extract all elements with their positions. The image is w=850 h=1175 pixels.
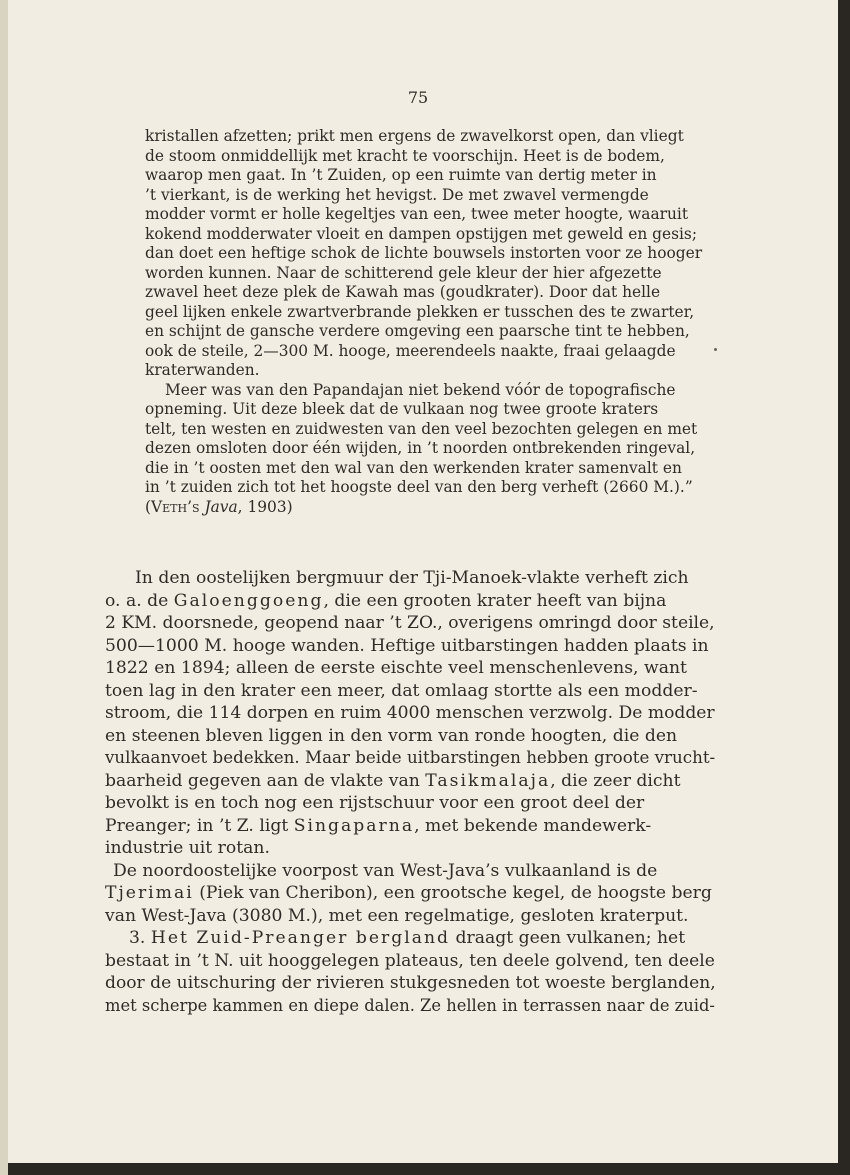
text-line: opneming. Uit deze bleek dat de vulkaan nog twee groote kraters — [145, 400, 659, 418]
page-left-edge — [0, 0, 8, 1175]
text-line: stroom, die 114 dorpen en ruim 4000 menschen verzwolg. De modder — [105, 703, 715, 723]
citation-author: Veth’s — [151, 497, 200, 516]
text-line: in ’t zuiden zich tot het hoogste deel van den berg verheft (2660 M.).” — [145, 478, 693, 496]
text-line: 1822 en 1894; alleen de eerste eischte veel menschenlevens, want — [105, 658, 687, 678]
text-line: en schijnt de gansche verdere omgeving een paarsche tint te hebben, — [145, 322, 690, 340]
text-line: geel lijken enkele zwartverbrande plekken er tusschen des te zwarter, — [145, 302, 695, 321]
text-line — [105, 770, 715, 793]
text-line: toen lag in den krater een meer, dat omlaag stortte als een modder- — [105, 680, 698, 701]
text-span: 3. — [129, 928, 151, 948]
citation — [145, 498, 715, 518]
text-line: kokend modderwater vloeit en dampen opstijgen met geweld en gesis; — [145, 224, 698, 243]
quoted-passage — [145, 127, 715, 517]
text-line: vulkaanvoet bedekken. Maar beide uitbarstingen hebben groote vrucht- — [105, 748, 716, 767]
book-page — [8, 0, 838, 1163]
place-name: Singaparna — [293, 815, 415, 836]
text-span: o. a. de — [105, 590, 174, 611]
text-line: bevolkt is en toch nog een rijstschuur voor een groot deel der — [105, 793, 645, 813]
text-line: ook de steile, 2—300 M. hooge, meerendeels naakte, fraai gelaagde — [145, 341, 676, 360]
text-span: , die zeer dicht — [550, 770, 681, 791]
text-line: In den oostelijken bergmuur der Tji-Manoek-vlakte verheft zich — [135, 568, 689, 588]
text-line: door de uitschuring der rivieren stukgesneden tot woeste berglanden, — [105, 973, 716, 993]
text-span: baarheid gegeven aan de vlakte van — [105, 770, 426, 791]
text-line — [105, 590, 715, 613]
text-line: zwavel heet deze plek de Kawah mas (goudkrater). Door dat helle — [145, 283, 661, 301]
text-line — [105, 927, 715, 950]
text-span: , die een grooten krater heeft van bijna — [323, 590, 667, 611]
text-line — [105, 882, 715, 905]
text-line: kraterwanden. — [145, 361, 260, 379]
text-line: ’t vierkant, is de werking het hevigst. De met zwavel vermengde — [145, 185, 649, 204]
page-number: 75 — [407, 88, 429, 107]
text-span: Preanger; in ’t Z. ligt — [105, 815, 294, 836]
text-line: en steenen bleven liggen in den vorm van ronde hoogten, die den — [105, 725, 678, 746]
text-line: kristallen afzetten; prikt men ergens de zwavelkorst open, dan vliegt — [145, 127, 684, 145]
place-name: Tasikmalaja — [425, 770, 551, 791]
text-line: bestaat in ’t N. uit hooggelegen plateaus, ten deele golvend, ten deele — [105, 950, 715, 971]
text-line: De noordoostelijke voorpost van West-Java’s vulkaanland is de — [113, 860, 658, 881]
text-line: dan doet een heftige schok de lichte bouwsels instorten voor ze hooger — [145, 244, 703, 262]
text-line: de stoom onmiddellijk met kracht te voorschijn. Heet is de bodem, — [145, 146, 665, 165]
text-line: waarop men gaat. In ’t Zuiden, op een ruimte van dertig meter in — [145, 166, 657, 184]
section-heading: Het Zuid-Preanger bergland — [150, 928, 451, 948]
citation-open: ( — [145, 497, 152, 516]
text-line: 500—1000 M. hooge wanden. Heftige uitbarstingen hadden plaats in — [105, 635, 709, 656]
main-text — [105, 567, 715, 1017]
place-name: Tjerimai — [105, 883, 194, 903]
citation-year: , 1903) — [237, 497, 293, 516]
text-line: dezen omsloten door één wijden, in ’t noorden ontbrekenden ringeval, — [145, 439, 696, 457]
text-line: Meer was van den Papandajan niet bekend vóór de topografische — [165, 380, 676, 399]
text-span: (Piek van Cheribon), een grootsche kegel, de hoogste berg — [193, 883, 712, 903]
text-line: telt, ten westen en zuidwesten van den veel bezochten gelegen en met — [145, 419, 698, 438]
text-line: modder vormt er holle kegeltjes van een, twee meter hoogte, waaruit — [145, 205, 689, 223]
text-line: 2 KM. doorsnede, geopend naar ’t ZO., overigens omringd door steile, — [105, 613, 715, 633]
text-line: van West-Java (3080 M.), met een regelmatige, gesloten kraterput. — [105, 905, 689, 926]
place-name: Galoenggoeng — [173, 590, 324, 611]
citation-title: Java — [204, 497, 238, 516]
text-line: worden kunnen. Naar de schitterend gele kleur der hier afgezette — [145, 263, 662, 282]
text-line: die in ’t oosten met den wal van den werkenden krater samenvalt en — [145, 458, 682, 477]
text-line — [105, 815, 715, 838]
text-span: draagt geen vulkanen; het — [450, 928, 686, 948]
text-line: met scherpe kammen en diepe dalen. Ze hellen in terrassen naar de zuid- — [105, 995, 715, 1015]
text-span: , met bekende mandewerk- — [414, 815, 652, 836]
text-line: industrie uit rotan. — [105, 838, 270, 858]
